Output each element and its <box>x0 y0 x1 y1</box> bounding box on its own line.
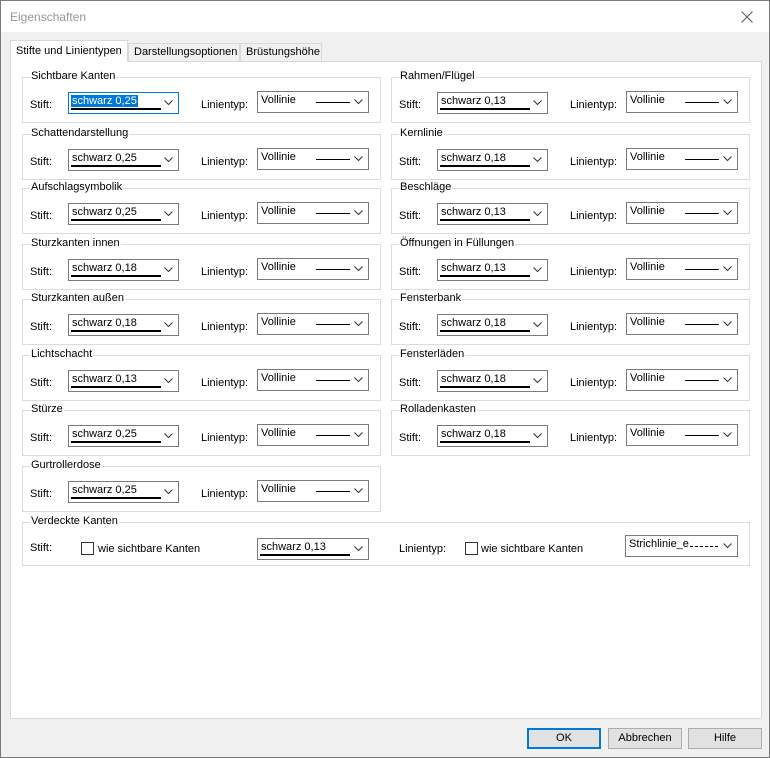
linetype-preview <box>316 324 350 325</box>
linetype-value: Vollinie <box>261 427 296 439</box>
linetype-select[interactable] <box>257 91 369 113</box>
group-title: Sturzkanten innen <box>31 237 120 249</box>
pen-value: schwarz 0,18 <box>441 317 506 329</box>
pen-select[interactable] <box>68 370 179 392</box>
linientyp-label: Linientyp: <box>201 432 249 444</box>
linientyp-label: Linientyp: <box>201 156 249 168</box>
close-icon <box>741 11 753 23</box>
chevron-down-icon <box>723 377 732 383</box>
group-12 <box>22 403 381 456</box>
hidden-pen-select[interactable] <box>257 538 369 560</box>
linetype-preview <box>690 546 718 547</box>
group-5 <box>391 181 750 234</box>
group-title: Öffnungen in Füllungen <box>400 237 515 249</box>
tab-stifte-linientypen[interactable]: Stifte und Linientypen <box>10 40 128 62</box>
linetype-select[interactable] <box>257 480 369 502</box>
linetype-preview <box>685 102 719 103</box>
pen-select[interactable] <box>437 149 548 171</box>
group-title: Fensterbank <box>400 292 462 304</box>
chevron-down-icon <box>164 489 173 495</box>
chevron-down-icon <box>723 210 732 216</box>
stift-label: Stift: <box>399 99 422 111</box>
chevron-down-icon <box>354 156 363 162</box>
linetype-like-visible-label: wie sichtbare Kanten <box>481 543 584 555</box>
stift-label: Stift: <box>30 542 53 554</box>
pen-preview <box>71 219 161 221</box>
chevron-down-icon <box>533 100 542 106</box>
stift-label: Stift: <box>30 321 53 333</box>
chevron-down-icon <box>533 322 542 328</box>
pen-value: schwarz 0,18 <box>441 373 506 385</box>
chevron-down-icon <box>164 100 173 106</box>
pen-value: schwarz 0,13 <box>441 206 506 218</box>
pen-preview <box>440 330 530 332</box>
pen-preview <box>71 386 161 388</box>
ok-button[interactable]: OK <box>527 728 601 749</box>
group-title: Schattendarstellung <box>31 127 129 139</box>
group-8 <box>22 292 381 345</box>
chevron-down-icon <box>354 546 363 552</box>
stift-label: Stift: <box>399 266 422 278</box>
stift-label: Stift: <box>399 156 422 168</box>
pen-value: schwarz 0,13 <box>441 95 506 107</box>
pen-value: schwarz 0,18 <box>72 262 137 274</box>
linientyp-label: Linientyp: <box>201 266 249 278</box>
chevron-down-icon <box>164 267 173 273</box>
chevron-down-icon <box>164 433 173 439</box>
linetype-like-visible-checkbox[interactable] <box>465 542 478 555</box>
linetype-select[interactable] <box>626 369 738 391</box>
stift-label: Stift: <box>399 432 422 444</box>
pen-preview <box>440 165 530 167</box>
chevron-down-icon <box>354 432 363 438</box>
linientyp-label: Linientyp: <box>201 377 249 389</box>
linetype-preview <box>316 380 350 381</box>
pen-value: schwarz 0,18 <box>441 152 506 164</box>
linetype-select[interactable] <box>257 148 369 170</box>
pen-preview <box>440 108 530 110</box>
pen-preview <box>440 275 530 277</box>
linientyp-label: Linientyp: <box>570 210 618 222</box>
stift-label: Stift: <box>30 432 53 444</box>
group-title: Verdeckte Kanten <box>31 515 118 527</box>
linetype-value: Vollinie <box>261 151 296 163</box>
linetype-value: Vollinie <box>630 316 665 328</box>
linetype-value: Vollinie <box>261 261 296 273</box>
linetype-preview <box>316 269 350 270</box>
chevron-down-icon <box>723 543 732 549</box>
linetype-value: Vollinie <box>630 427 665 439</box>
linientyp-label: Linientyp: <box>570 432 618 444</box>
tab-bruestungshoehe[interactable]: Brüstungshöhe <box>240 43 322 62</box>
pen-preview <box>71 165 161 167</box>
pen-preview <box>440 386 530 388</box>
group-verdeckte-kanten <box>22 515 750 566</box>
pen-preview <box>71 497 161 499</box>
linientyp-label: Linientyp: <box>570 99 618 111</box>
linetype-preview <box>316 435 350 436</box>
pen-preview <box>260 554 350 556</box>
stift-label: Stift: <box>399 210 422 222</box>
group-2 <box>22 127 381 180</box>
help-button[interactable]: Hilfe <box>688 728 762 749</box>
linetype-value: Vollinie <box>261 316 296 328</box>
chevron-down-icon <box>723 99 732 105</box>
stift-label: Stift: <box>399 321 422 333</box>
linetype-value: Vollinie <box>261 205 296 217</box>
chevron-down-icon <box>354 377 363 383</box>
pen-preview <box>71 275 161 277</box>
linientyp-label: Linientyp: <box>399 543 447 555</box>
stift-label: Stift: <box>30 210 53 222</box>
pen-select[interactable] <box>68 481 179 503</box>
stift-label: Stift: <box>30 488 53 500</box>
chevron-down-icon <box>723 266 732 272</box>
chevron-down-icon <box>723 321 732 327</box>
group-13 <box>391 403 750 456</box>
group-1 <box>391 70 750 123</box>
pen-value: schwarz 0,13 <box>261 541 326 553</box>
pen-select[interactable] <box>437 259 548 281</box>
group-title: Kernlinie <box>400 127 443 139</box>
linetype-select[interactable] <box>626 91 738 113</box>
linetype-value: Strichlinie_e <box>629 538 689 550</box>
hidden-linetype-select[interactable] <box>625 535 738 557</box>
group-title: Rahmen/Flügel <box>400 70 475 82</box>
linetype-preview <box>316 102 350 103</box>
pen-value: schwarz 0,18 <box>72 317 137 329</box>
group-11 <box>391 348 750 401</box>
pen-select[interactable] <box>68 259 179 281</box>
chevron-down-icon <box>533 267 542 273</box>
linetype-value: Vollinie <box>630 151 665 163</box>
group-6 <box>22 237 381 290</box>
linetype-select[interactable] <box>257 313 369 335</box>
pen-select[interactable] <box>437 203 548 225</box>
stift-label: Stift: <box>30 266 53 278</box>
close-button[interactable] <box>725 1 769 32</box>
pen-value: schwarz 0,18 <box>441 428 506 440</box>
group-title: Sichtbare Kanten <box>31 70 116 82</box>
chevron-down-icon <box>533 211 542 217</box>
pen-select[interactable] <box>437 314 548 336</box>
chevron-down-icon <box>723 432 732 438</box>
linetype-select[interactable] <box>257 369 369 391</box>
group-title: Fensterläden <box>400 348 465 360</box>
group-10 <box>22 348 381 401</box>
group-3 <box>391 127 750 180</box>
linientyp-label: Linientyp: <box>201 99 249 111</box>
linetype-preview <box>685 269 719 270</box>
linientyp-label: Linientyp: <box>570 266 618 278</box>
linetype-value: Vollinie <box>630 261 665 273</box>
pen-select[interactable] <box>68 149 179 171</box>
stift-label: Stift: <box>30 99 53 111</box>
chevron-down-icon <box>533 157 542 163</box>
chevron-down-icon <box>723 156 732 162</box>
group-7 <box>391 237 750 290</box>
linientyp-label: Linientyp: <box>570 377 618 389</box>
pen-preview <box>440 441 530 443</box>
pen-select[interactable] <box>437 370 548 392</box>
stift-label: Stift: <box>399 377 422 389</box>
pen-value: schwarz 0,13 <box>441 262 506 274</box>
linetype-value: Vollinie <box>630 94 665 106</box>
pen-value: schwarz 0,25 <box>72 206 137 218</box>
pen-select[interactable] <box>68 203 179 225</box>
chevron-down-icon <box>533 433 542 439</box>
pen-value: schwarz 0,13 <box>72 373 137 385</box>
window-title: Eigenschaften <box>10 10 87 24</box>
linetype-select[interactable] <box>257 258 369 280</box>
pen-preview <box>71 330 161 332</box>
stift-label: Stift: <box>30 156 53 168</box>
group-title: Rolladenkasten <box>400 403 476 415</box>
linientyp-label: Linientyp: <box>570 321 618 333</box>
cancel-button[interactable]: Abbrechen <box>608 728 682 749</box>
chevron-down-icon <box>354 266 363 272</box>
linetype-value: Vollinie <box>630 205 665 217</box>
pen-select[interactable] <box>437 92 548 114</box>
pen-select[interactable] <box>68 92 179 114</box>
chevron-down-icon <box>354 99 363 105</box>
linetype-select[interactable] <box>257 424 369 446</box>
group-title: Gurtrollerdose <box>31 459 101 471</box>
linetype-preview <box>316 159 350 160</box>
chevron-down-icon <box>354 321 363 327</box>
group-14 <box>22 459 381 512</box>
tab-panel <box>10 61 762 719</box>
linetype-select[interactable] <box>626 202 738 224</box>
linetype-preview <box>685 213 719 214</box>
chevron-down-icon <box>164 211 173 217</box>
chevron-down-icon <box>354 210 363 216</box>
pen-value: schwarz 0,25 <box>72 428 137 440</box>
linetype-preview <box>685 324 719 325</box>
group-title: Lichtschacht <box>31 348 93 360</box>
pen-preview <box>71 108 161 110</box>
pen-value: schwarz 0,25 <box>72 95 137 107</box>
group-0 <box>22 70 381 123</box>
linetype-preview <box>685 435 719 436</box>
linetype-select[interactable] <box>626 313 738 335</box>
pen-preview <box>71 441 161 443</box>
title-bar <box>1 1 769 32</box>
chevron-down-icon <box>164 157 173 163</box>
linetype-select[interactable] <box>257 202 369 224</box>
group-title: Beschläge <box>400 181 452 193</box>
tab-darstellungsoptionen[interactable]: Darstellungsoptionen <box>128 43 240 62</box>
pen-select[interactable] <box>68 314 179 336</box>
linientyp-label: Linientyp: <box>201 321 249 333</box>
pen-select[interactable] <box>437 425 548 447</box>
linetype-preview <box>316 213 350 214</box>
linetype-select[interactable] <box>626 258 738 280</box>
linientyp-label: Linientyp: <box>201 488 249 500</box>
chevron-down-icon <box>164 322 173 328</box>
stift-label: Stift: <box>30 377 53 389</box>
pen-select[interactable] <box>68 425 179 447</box>
linetype-value: Vollinie <box>630 372 665 384</box>
group-title: Stürze <box>31 403 63 415</box>
pen-value: schwarz 0,25 <box>72 484 137 496</box>
linetype-preview <box>685 380 719 381</box>
group-title: Aufschlagsymbolik <box>31 181 123 193</box>
chevron-down-icon <box>164 378 173 384</box>
chevron-down-icon <box>533 378 542 384</box>
group-9 <box>391 292 750 345</box>
linetype-select[interactable] <box>626 424 738 446</box>
linientyp-label: Linientyp: <box>570 156 618 168</box>
pen-like-visible-label: wie sichtbare Kanten <box>98 543 201 555</box>
pen-value: schwarz 0,25 <box>72 152 137 164</box>
linetype-select[interactable] <box>626 148 738 170</box>
linetype-value: Vollinie <box>261 483 296 495</box>
linetype-preview <box>316 491 350 492</box>
group-4 <box>22 181 381 234</box>
linetype-preview <box>685 159 719 160</box>
linetype-value: Vollinie <box>261 94 296 106</box>
chevron-down-icon <box>354 488 363 494</box>
linetype-value: Vollinie <box>261 372 296 384</box>
group-title: Sturzkanten außen <box>31 292 124 304</box>
pen-preview <box>440 219 530 221</box>
linientyp-label: Linientyp: <box>201 210 249 222</box>
pen-like-visible-checkbox[interactable] <box>81 542 94 555</box>
